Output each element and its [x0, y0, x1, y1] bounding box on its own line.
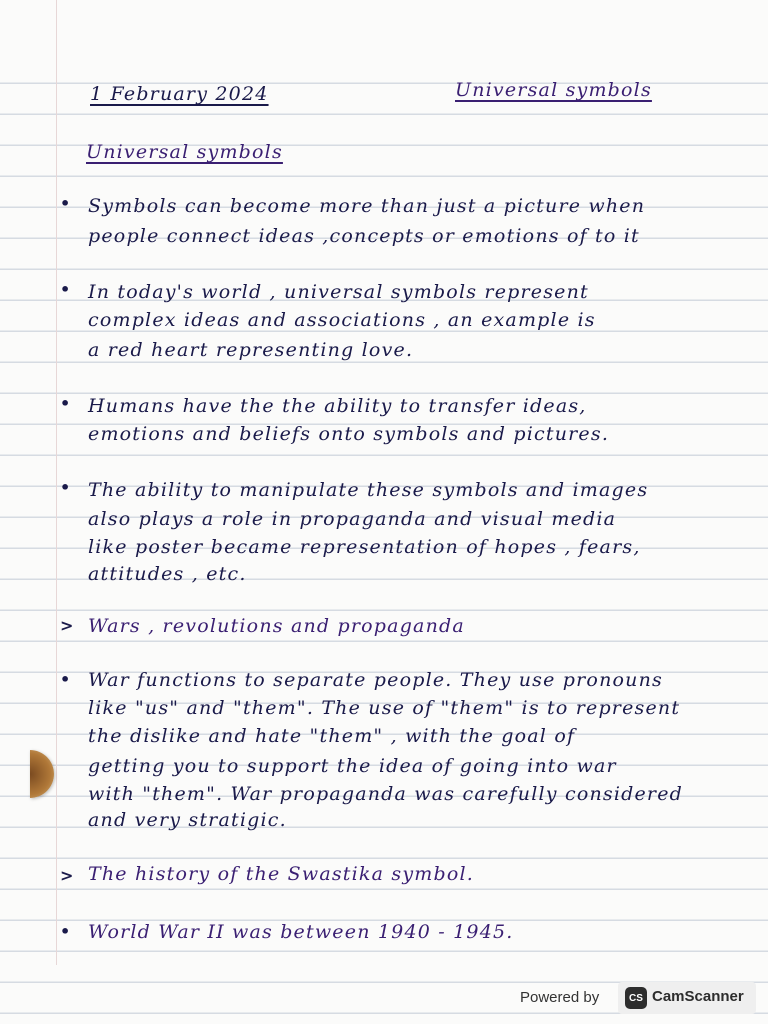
bullet-marker: •: [60, 670, 71, 689]
text-line: War functions to separate people. They use pronouns: [88, 669, 663, 691]
text-line: Humans have the the ability to transfer ideas,: [88, 395, 587, 417]
margin-line: [56, 0, 57, 965]
text-line: also plays a role in propaganda and visual media: [88, 508, 617, 530]
text-line: like "us" and "them". The use of "them" is to represent: [88, 697, 681, 719]
text-line: World War II was between 1940 - 1945.: [88, 921, 514, 943]
arrow-marker: >: [60, 866, 74, 885]
arrow-marker: >: [60, 616, 74, 635]
text-line: and very stratigic.: [88, 809, 287, 831]
text-line: complex ideas and associations , an example is: [88, 309, 596, 331]
text-line: people connect ideas ,concepts or emotions of to it: [88, 225, 640, 247]
text-line: Symbols can become more than just a picture when: [88, 195, 646, 217]
page-heading: Universal symbols: [86, 141, 283, 163]
text-line: a red heart representing love.: [88, 339, 414, 361]
text-line: with "them". War propaganda was carefully considered: [88, 783, 684, 805]
powered-by-label: Powered by: [520, 989, 600, 1006]
text-line: In today's world , universal symbols represent: [88, 281, 589, 303]
text-line: attitudes , etc.: [88, 563, 247, 585]
bullet-marker: •: [60, 922, 71, 941]
text-line: emotions and beliefs onto symbols and pictures.: [88, 423, 610, 445]
date-header: 1 February 2024: [90, 83, 269, 105]
text-line: The ability to manipulate these symbols and images: [88, 479, 649, 501]
section-heading: Wars , revolutions and propaganda: [88, 615, 465, 637]
bullet-marker: •: [60, 478, 71, 497]
camscanner-brand: CamScanner: [652, 988, 744, 1005]
title-right: Universal symbols: [455, 79, 652, 101]
bullet-marker: •: [60, 194, 71, 213]
text-line: getting you to support the idea of going into war: [88, 755, 617, 777]
text-line: the dislike and hate "them" , with the goal of: [88, 725, 576, 747]
camscanner-logo-icon: CS: [625, 987, 647, 1009]
bullet-marker: •: [60, 394, 71, 413]
bullet-marker: •: [60, 280, 71, 299]
section-heading: The history of the Swastika symbol.: [88, 863, 475, 885]
text-line: like poster became representation of hopes , fears,: [88, 536, 641, 558]
